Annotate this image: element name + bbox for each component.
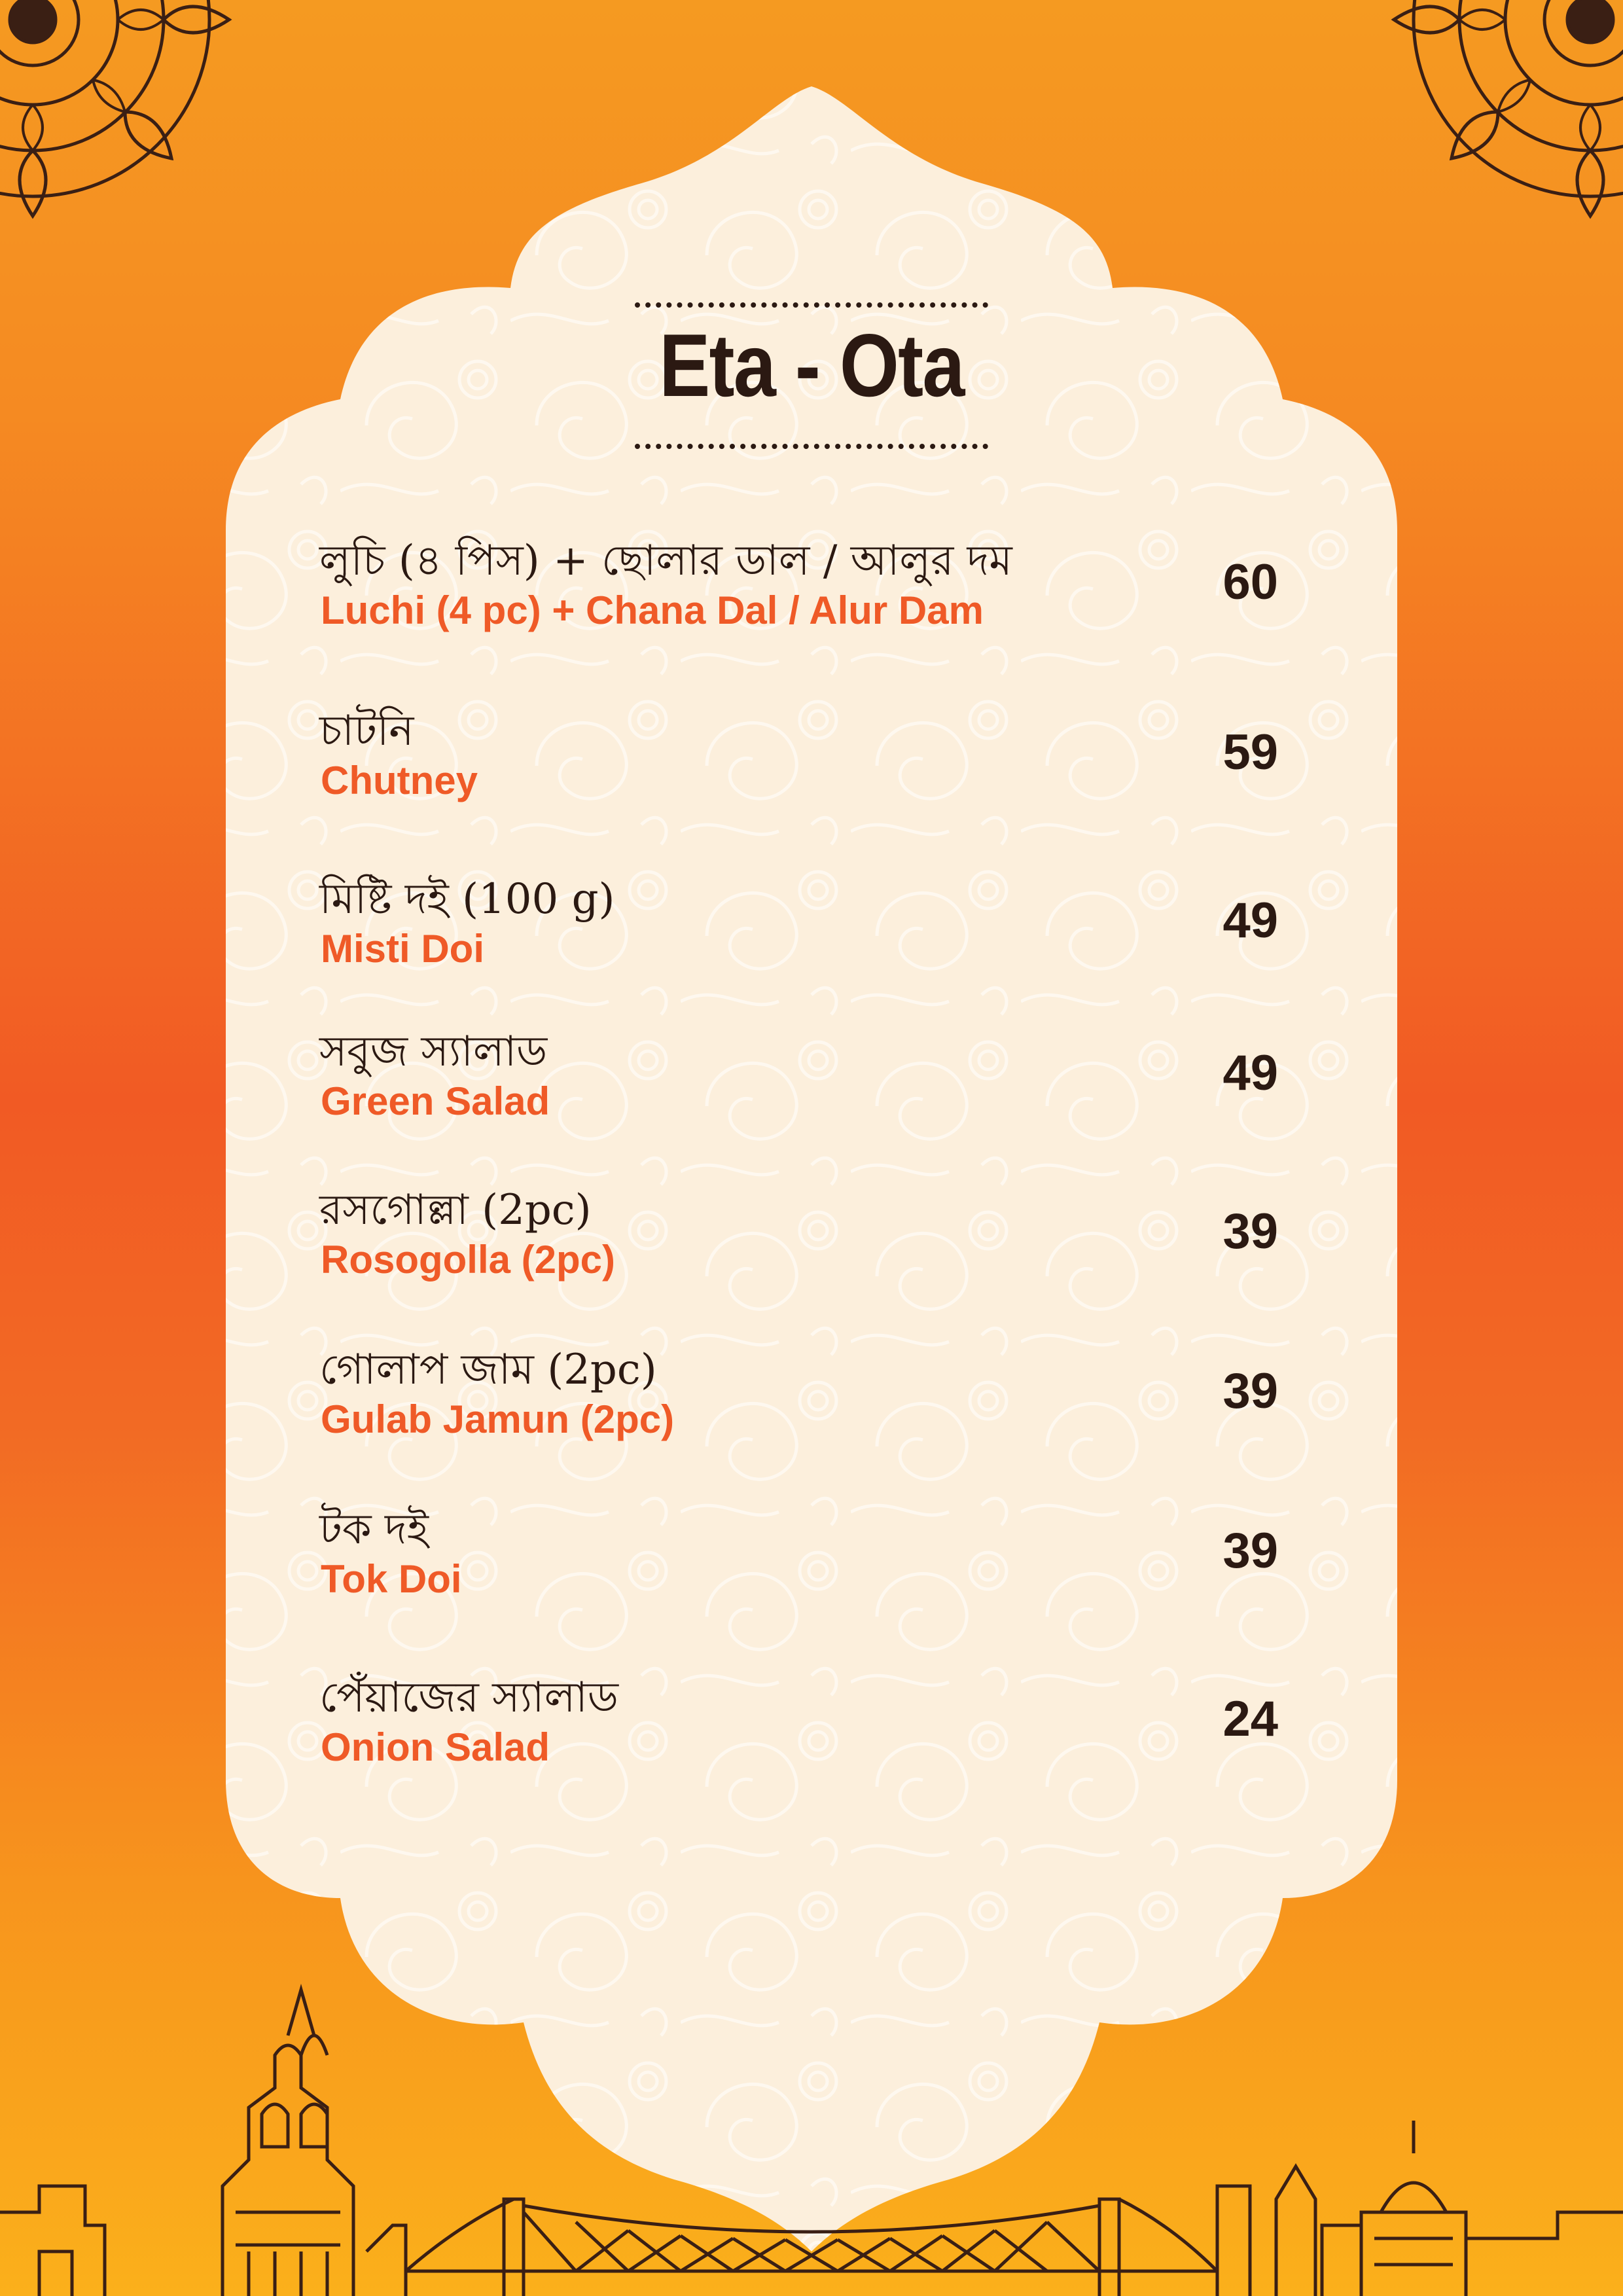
item-name-english: Onion Salad — [321, 1725, 550, 1769]
item-name-bengali: রসগোল্লা (2pc) — [319, 1186, 592, 1234]
item-name-english: Rosogolla (2pc) — [321, 1238, 616, 1282]
mandala-ornament-top-right — [1394, 0, 1623, 216]
menu-item-onion-salad — [319, 1666, 1314, 1790]
item-name-bengali: মিষ্টি দই (100 g) — [319, 875, 615, 924]
menu-item-gulab-jamun — [319, 1338, 1314, 1462]
item-name-bengali: চাটনি — [319, 707, 414, 755]
mandala-ornament-top-left — [0, 0, 229, 216]
item-price: 24 — [1222, 1691, 1278, 1747]
item-name-bengali: সবুজ স্যালাড — [319, 1028, 548, 1076]
item-price: 49 — [1222, 1045, 1278, 1101]
title-divider-top — [635, 302, 988, 308]
item-price: 60 — [1222, 554, 1278, 610]
item-name-bengali: টক দই — [319, 1505, 429, 1554]
menu-title: Eta - Ota — [659, 315, 964, 415]
item-price: 49 — [1222, 893, 1278, 948]
menu-item-chutney — [319, 699, 1314, 823]
item-name-english: Misti Doi — [321, 927, 484, 971]
title-divider-bottom — [635, 444, 988, 449]
item-name-english: Luchi (4 pc) + Chana Dal / Alur Dam — [321, 588, 984, 632]
item-name-bengali: লুচি (৪ পিস) + ছোলার ডাল / আলুর দম — [319, 537, 1012, 585]
item-price: 59 — [1222, 725, 1278, 780]
menu-item-luchi — [319, 529, 1314, 653]
item-name-bengali: পেঁয়াজের স্যালাড — [319, 1674, 618, 1722]
menu-item-misti-doi — [319, 867, 1314, 992]
item-price: 39 — [1222, 1363, 1278, 1419]
item-price: 39 — [1222, 1204, 1278, 1259]
item-name-english: Gulab Jamun (2pc) — [321, 1397, 675, 1441]
menu-item-green-salad — [319, 1020, 1314, 1144]
item-price: 39 — [1222, 1523, 1278, 1579]
item-name-english: Chutney — [321, 759, 478, 802]
item-name-english: Green Salad — [321, 1079, 550, 1123]
item-name-english: Tok Doi — [321, 1557, 462, 1601]
item-name-bengali: গোলাপ জাম (2pc) — [319, 1346, 657, 1394]
menu-item-rosogolla — [319, 1178, 1314, 1302]
menu-item-tok-doi — [319, 1498, 1314, 1622]
